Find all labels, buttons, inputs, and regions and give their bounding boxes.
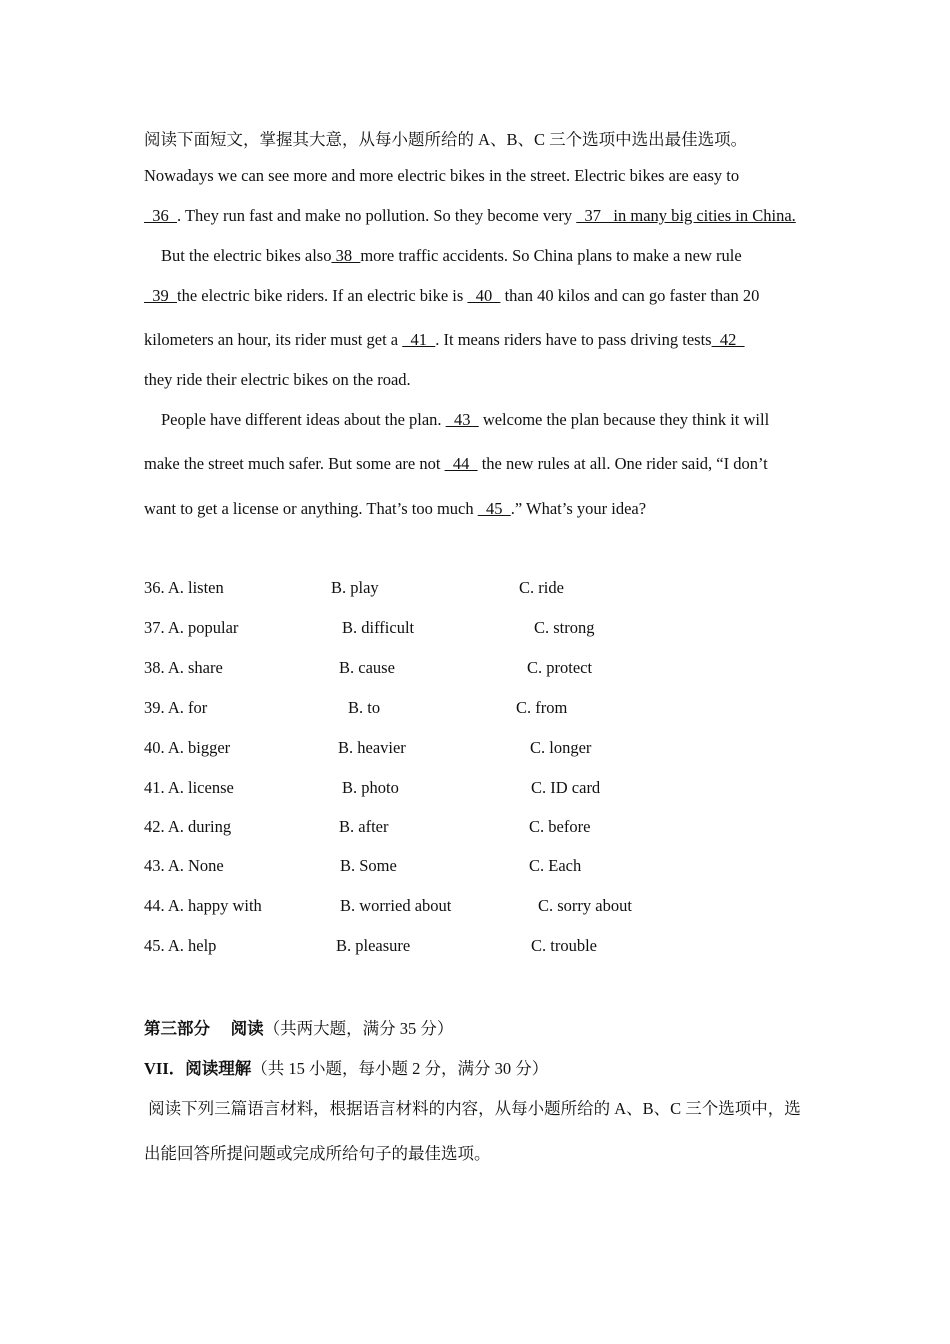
blank-44: 44: [444, 454, 478, 473]
option-c: C. strong: [534, 618, 595, 637]
blank-37: 37 in many big cities in China.: [576, 206, 796, 225]
option-a: 36. A. listen: [144, 578, 224, 597]
option-c: C. sorry about: [538, 896, 632, 915]
passage-line-3: But the electric bikes also 38 more traffic accidents. So China plans to make a new rule: [161, 246, 742, 265]
option-a: 37. A. popular: [144, 618, 239, 637]
section7-instruction-line-2: 出能回答所提问题或完成所给句子的最佳选项。: [144, 1144, 491, 1163]
option-b: B. after: [339, 817, 389, 836]
option-b: B. play: [331, 578, 379, 597]
blank-39: 39: [144, 286, 177, 305]
option-a: 40. A. bigger: [144, 738, 231, 757]
option-b: B. difficult: [342, 618, 415, 637]
option-b: B. photo: [342, 778, 399, 797]
option-a: 39. A. for: [144, 698, 208, 717]
section7-heading: VII．阅读理解（共 15 小题，每小题 2 分，满分 30 分）: [144, 1059, 549, 1078]
option-b: B. pleasure: [336, 936, 411, 955]
option-a: 38. A. share: [144, 658, 223, 677]
passage-line-1: Nowadays we can see more and more electric bikes in the street. Electric bikes are easy to: [144, 166, 740, 185]
option-b: B. heavier: [338, 738, 406, 757]
option-c: C. ID card: [531, 778, 601, 797]
passage-line-4: 39 the electric bike riders. If an electric bike is 40 than 40 kilos and can go faster than 20: [144, 286, 760, 305]
option-c: C. before: [529, 817, 591, 836]
blank-41: 41: [402, 330, 436, 349]
option-a: 45. A. help: [144, 936, 217, 955]
option-c: C. from: [516, 698, 568, 717]
passage-line-2: 36 . They run fast and make no pollution. So they become very 37 in many big cities in China.: [144, 206, 796, 225]
passage-line-7: People have different ideas about the plan. 43 welcome the plan because they think it will: [161, 410, 770, 429]
option-c: C. longer: [530, 738, 592, 757]
option-c: C. Each: [529, 856, 582, 875]
passage-line-6: they ride their electric bikes on the road.: [144, 370, 411, 389]
passage-line-9: want to get a license or anything. That’s too much 45 .” What’s your idea?: [144, 499, 647, 518]
blank-45: 45: [477, 499, 511, 518]
option-b: B. worried about: [340, 896, 452, 915]
option-b: B. to: [348, 698, 381, 717]
blank-40: 40: [467, 286, 501, 305]
option-c: C. trouble: [531, 936, 597, 955]
blank-38: 38: [331, 246, 361, 265]
blank-36: 36: [144, 206, 177, 225]
option-c: C. ride: [519, 578, 564, 597]
passage-line-8: make the street much safer. But some are not 44 the new rules at all. One rider said, “I don’t: [144, 454, 768, 473]
section7-instruction-line-1: 阅读下列三篇语言材料，根据语言材料的内容，从每小题所给的 A、B、C 三个选项中，选: [144, 1099, 801, 1118]
option-b: B. cause: [339, 658, 395, 677]
option-a: 42. A. during: [144, 817, 232, 836]
part3-heading: 第三部分 阅读（共两大题，满分 35 分）: [144, 1019, 454, 1038]
option-a: 41. A. license: [144, 778, 234, 797]
passage-line-5: kilometers an hour, its rider must get a 41 . It means riders have to pass driving tests 42: [144, 330, 745, 349]
instruction-text: 阅读下面短文，掌握其大意，从每小题所给的 A、B、C 三个选项中选出最佳选项。: [144, 130, 748, 149]
blank-42: 42: [711, 330, 745, 349]
option-b: B. Some: [340, 856, 397, 875]
blank-43: 43: [445, 410, 479, 429]
option-a: 43. A. None: [144, 856, 224, 875]
option-c: C. protect: [527, 658, 593, 677]
option-a: 44. A. happy with: [144, 896, 262, 915]
